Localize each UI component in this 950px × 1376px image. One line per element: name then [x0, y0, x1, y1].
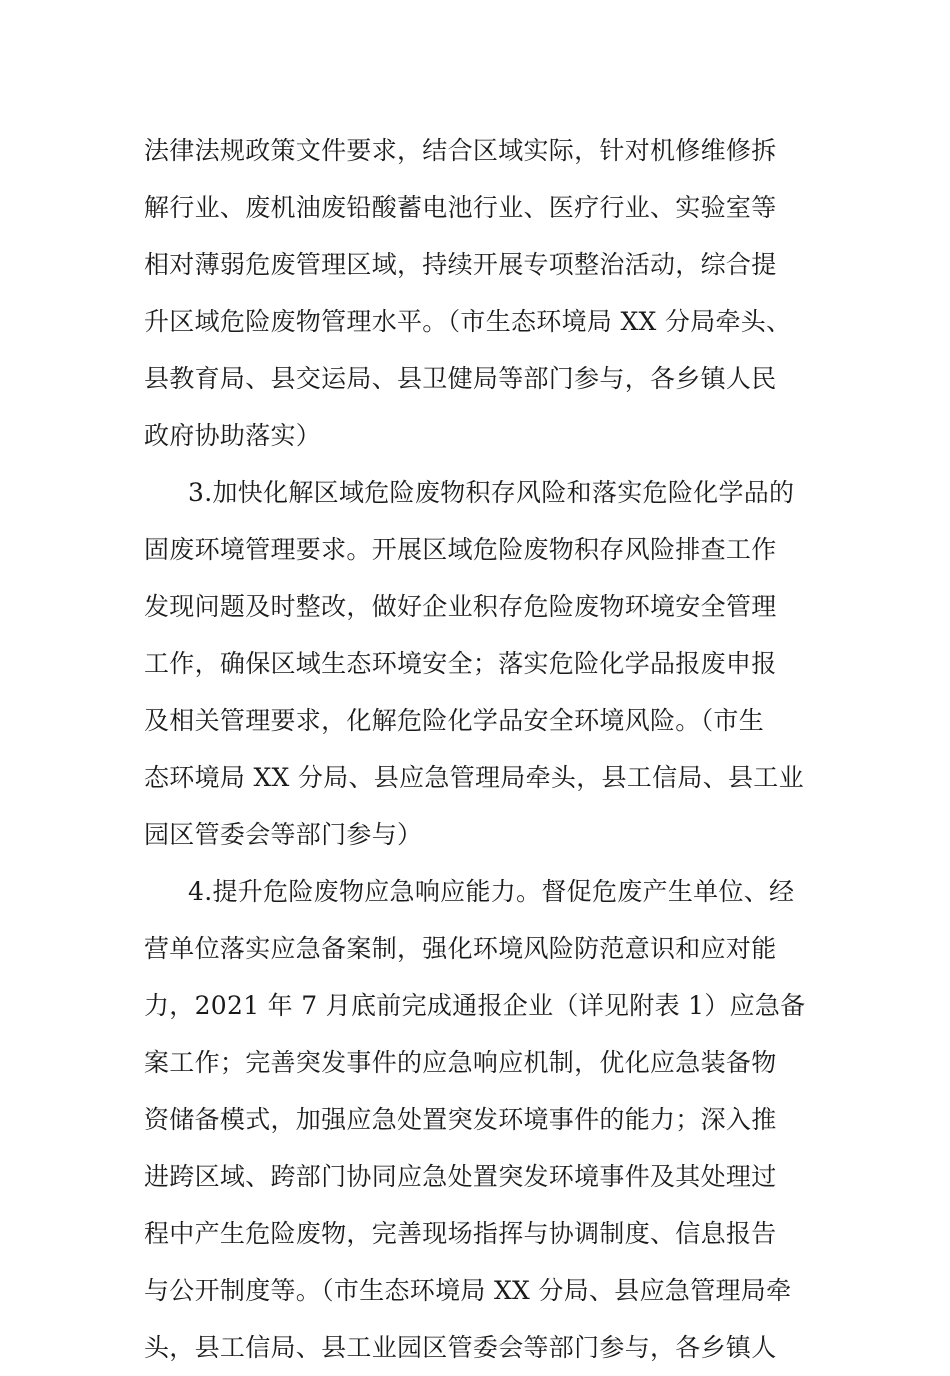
text-line: 资储备模式，加强应急处置突发环境事件的能力；深入推 [144, 1105, 777, 1134]
text-line: 工作，确保区域生态环境安全；落实危险化学品报废申报 [144, 649, 777, 678]
text-line: 县教育局、县交运局、县卫健局等部门参与，各乡镇人民 [144, 364, 777, 393]
text-line: 升区域危险废物管理水平。（市生态环境局 XX 分局牵头、 [144, 307, 792, 336]
paragraph-heading-4: 4.提升危险废物应急响应能力。督促危废产生单位、经 [188, 877, 795, 906]
text-line: 头，县工信局、县工业园区管委会等部门参与，各乡镇人 [144, 1333, 777, 1362]
text-line: 案工作；完善突发事件的应急响应机制，优化应急装备物 [144, 1048, 777, 1077]
text-line: 法律法规政策文件要求，结合区域实际，针对机修维修拆 [144, 136, 777, 165]
paragraph-heading-3: 3.加快化解区域危险废物积存风险和落实危险化学品的 [188, 478, 795, 507]
text-line: 及相关管理要求，化解危险化学品安全环境风险。（市生 [144, 706, 765, 735]
document-body [144, 122, 810, 1376]
text-line: 进跨区域、跨部门协同应急处置突发环境事件及其处理过 [144, 1162, 777, 1191]
text-line: 解行业、废机油废铅酸蓄电池行业、医疗行业、实验室等 [144, 193, 777, 222]
text-line: 政府协助落实） [144, 421, 322, 450]
text-line: 与公开制度等。（市生态环境局 XX 分局、县应急管理局牵 [144, 1276, 792, 1305]
text-line: 固废环境管理要求。开展区域危险废物积存风险排查工作 [144, 535, 777, 564]
text-line: 发现问题及时整改，做好企业积存危险废物环境安全管理 [144, 592, 777, 621]
text-line: 程中产生危险废物，完善现场指挥与协调制度、信息报告 [144, 1219, 777, 1248]
text-line: 营单位落实应急备案制，强化环境风险防范意识和应对能 [144, 934, 777, 963]
text-line: 力，2021 年 7 月底前完成通报企业（详见附表 1）应急备 [144, 991, 806, 1020]
text-line: 相对薄弱危废管理区域，持续开展专项整治活动，综合提 [144, 250, 777, 279]
text-line: 态环境局 XX 分局、县应急管理局牵头，县工信局、县工业 [144, 763, 804, 792]
text-line: 园区管委会等部门参与） [144, 820, 423, 849]
